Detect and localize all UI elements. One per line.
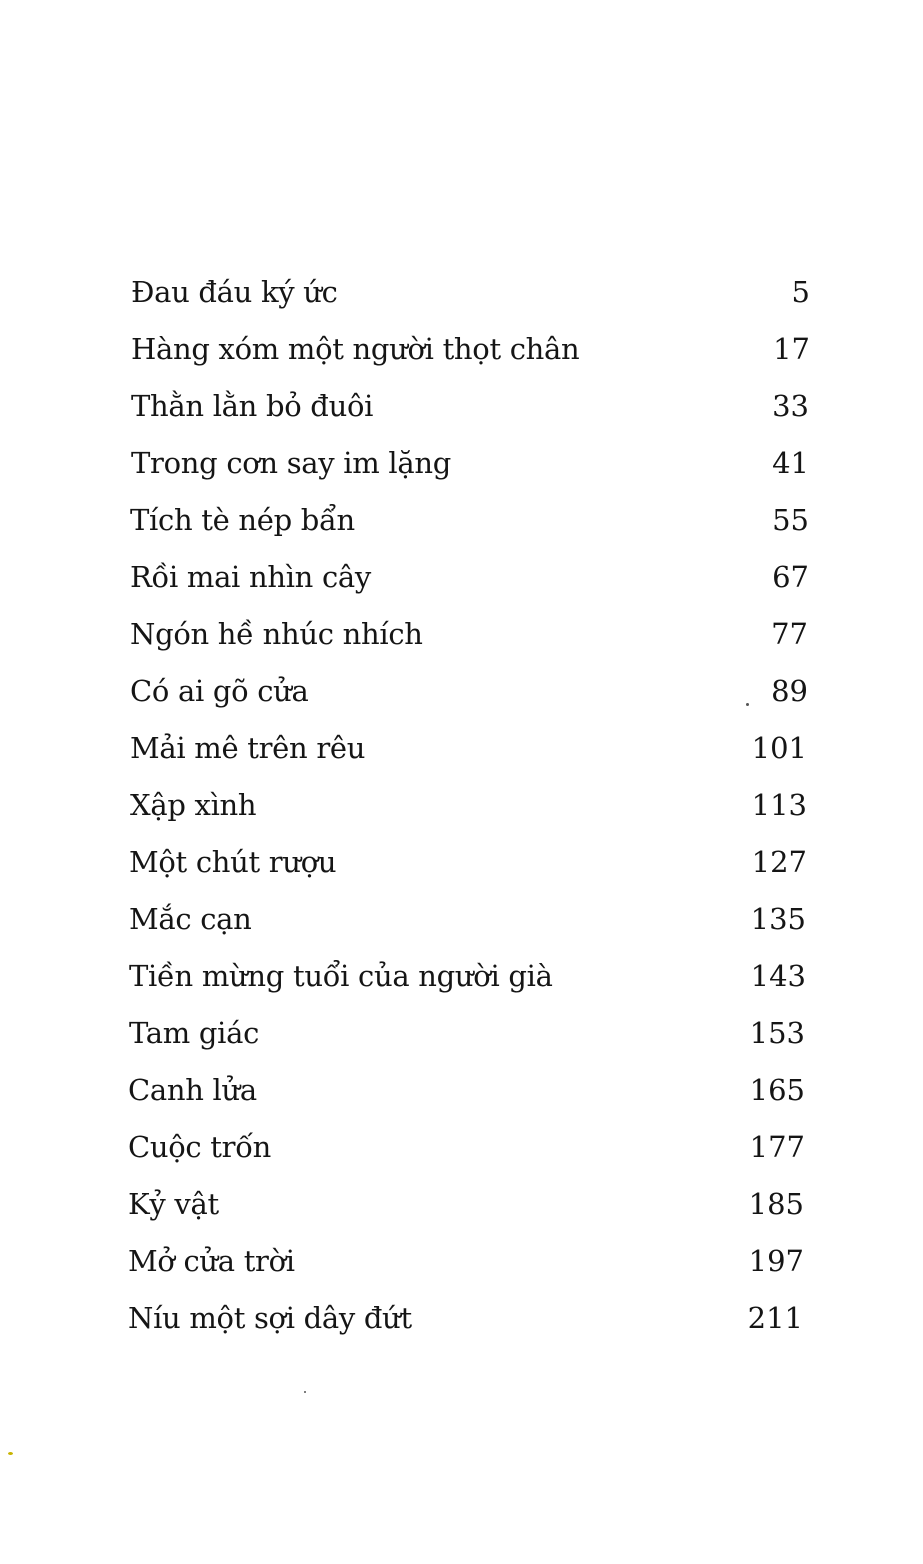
toc-entry	[128, 1127, 805, 1177]
scan-speck	[304, 1391, 306, 1393]
toc-entry	[129, 1013, 805, 1063]
toc-entry	[129, 956, 806, 1006]
toc-entry-title: Mở cửa trời	[128, 1244, 295, 1278]
toc-entry-title: Kỷ vật	[128, 1187, 219, 1221]
toc-entry	[130, 671, 808, 721]
toc-entry-page: 55	[772, 503, 809, 537]
toc-entry	[128, 1070, 805, 1120]
toc-entry	[128, 1298, 803, 1348]
toc-entry-page: 211	[747, 1301, 803, 1335]
toc-entry-title: Trong cơn say im lặng	[131, 446, 451, 480]
toc-entry-title: Thằn lằn bỏ đuôi	[131, 389, 374, 423]
toc-entry-title: Cuộc trốn	[128, 1130, 272, 1164]
toc-entry-page: 153	[749, 1016, 805, 1050]
toc-entry-title: Tam giác	[129, 1016, 260, 1050]
toc-entry	[129, 842, 807, 892]
toc-entry	[129, 899, 806, 949]
toc-entry	[130, 728, 807, 778]
toc-entry	[130, 500, 809, 550]
toc-entry-page: 135	[750, 902, 806, 936]
toc-entry-page: 113	[751, 788, 807, 822]
toc-entry-title: Tích tè nép bẩn	[130, 503, 355, 537]
toc-entry-title: Đau đáu ký ức	[131, 275, 338, 309]
toc-entry	[130, 614, 808, 664]
toc-entry-page: 185	[748, 1187, 804, 1221]
scan-speck	[746, 703, 749, 706]
toc-entry-page: 89	[771, 674, 808, 708]
toc-entry-title: Tiền mừng tuổi của người già	[129, 959, 553, 993]
toc-entry-page: 5	[791, 275, 810, 309]
toc-entry-title: Rồi mai nhìn cây	[130, 560, 371, 594]
toc-entry	[128, 1184, 804, 1234]
toc-entry-page: 41	[772, 446, 809, 480]
scan-speck	[8, 1452, 13, 1455]
toc-entry-title: Mắc cạn	[129, 902, 252, 936]
toc-entry	[130, 785, 807, 835]
toc-entry-page: 143	[750, 959, 806, 993]
toc-entry-title: Ngón hề nhúc nhích	[130, 617, 423, 651]
toc-entry-page: 165	[749, 1073, 805, 1107]
toc-entry-title: Níu một sợi dây đứt	[128, 1301, 412, 1335]
toc-entry-page: 17	[773, 332, 810, 366]
toc-entry	[131, 329, 810, 379]
toc-entry-title: Canh lửa	[128, 1073, 257, 1107]
toc-entry-page: 67	[772, 560, 809, 594]
toc-entry-title: Mải mê trên rêu	[130, 731, 366, 765]
toc-entry-title: Một chút rượu	[129, 845, 337, 879]
toc-entry-title: Có ai gõ cửa	[130, 674, 309, 708]
toc-entry	[131, 386, 809, 436]
toc-entry-page: 127	[751, 845, 807, 879]
toc-entry-page: 77	[771, 617, 808, 651]
toc-entry-title: Hàng xóm một người thọt chân	[131, 332, 580, 366]
toc-entry	[130, 557, 809, 607]
toc-entry-page: 197	[748, 1244, 804, 1278]
toc-entry-page: 177	[749, 1130, 805, 1164]
toc-entry-page: 101	[751, 731, 807, 765]
toc-entry-page: 33	[772, 389, 809, 423]
toc-entry	[128, 1241, 804, 1291]
toc-entry-title: Xập xình	[130, 788, 257, 822]
toc-entry	[131, 272, 810, 322]
toc-entry	[131, 443, 809, 493]
